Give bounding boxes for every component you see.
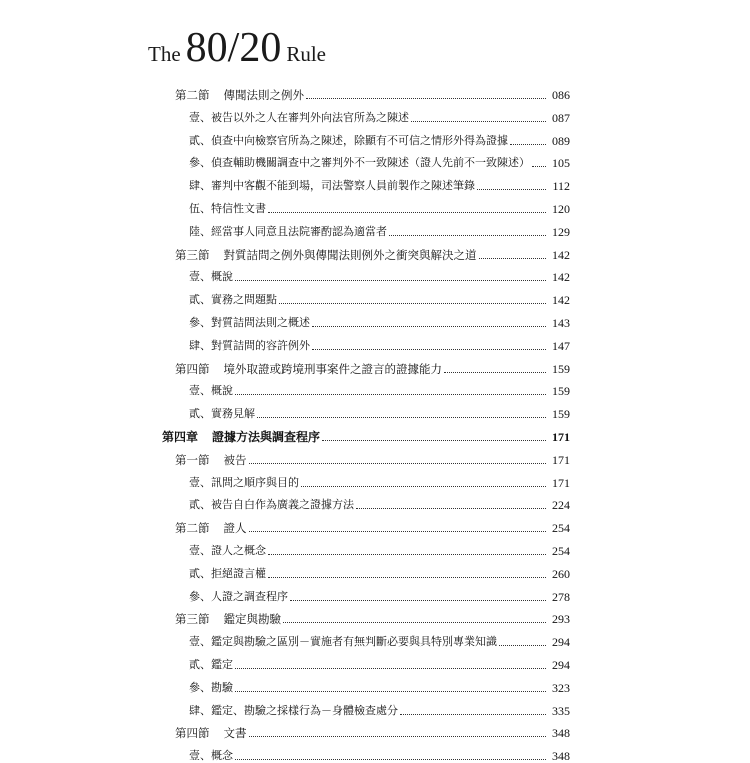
- dot-leader: [235, 758, 546, 760]
- toc-entry-title: 肆、審判中客觀不能到場，司法警察人員前製作之陳述筆錄: [189, 179, 475, 193]
- toc-item-row: [189, 650, 570, 672]
- dot-leader: [235, 279, 546, 281]
- toc-page-number: 086: [552, 88, 570, 102]
- toc-page-number: 348: [552, 749, 570, 763]
- toc-item-row: [189, 376, 570, 398]
- toc-entry-number: 第四節: [175, 726, 210, 741]
- brand-prefix: The: [148, 42, 181, 66]
- dot-leader: [411, 120, 546, 122]
- toc-item-row: [189, 536, 570, 558]
- toc-page-number: 159: [552, 384, 570, 399]
- toc-entry-title: 壹、證人之概念: [189, 544, 266, 557]
- toc-page-number: 294: [552, 658, 570, 672]
- toc-item-row: [189, 741, 570, 763]
- dot-leader: [444, 371, 546, 373]
- toc-page-number: 323: [552, 680, 570, 695]
- toc-page-number: 142: [552, 270, 570, 285]
- toc-item-row: [189, 194, 570, 216]
- toc-page-number: 171: [552, 430, 570, 444]
- dot-leader: [249, 530, 547, 532]
- toc-page-number: 335: [552, 703, 570, 718]
- dot-leader: [510, 143, 546, 145]
- toc-entry-title: 參、勘驗: [189, 680, 233, 694]
- toc-item-row: [189, 399, 570, 421]
- dot-leader: [312, 348, 546, 350]
- toc-entry-number: 第二節: [175, 521, 210, 536]
- toc-section-row: [175, 240, 570, 262]
- toc-entry-number: 第一節: [175, 452, 210, 467]
- toc-entry-title: 境外取證或跨境刑事案件之證言的證據能力: [223, 361, 442, 376]
- toc-entry-title: 對質詰問之例外與傳聞法則例外之衝突與解決之道: [223, 247, 477, 262]
- toc-entry-title: 陸、經當事人同意且法院審酌認為適當者: [189, 224, 387, 238]
- toc-entry-number: 第三節: [175, 247, 210, 262]
- toc-entry-number: 第四章: [162, 430, 199, 444]
- toc-entry-number: 第三節: [175, 612, 210, 627]
- dot-leader: [479, 257, 547, 259]
- dot-leader: [268, 211, 546, 213]
- toc-item-row: [189, 490, 570, 512]
- dot-leader: [532, 165, 546, 167]
- toc-entry-title: 參、偵查輔助機關調查中之審判外不一致陳述（證人先前不一致陳述）: [189, 156, 530, 170]
- dot-leader: [268, 576, 546, 578]
- dot-leader: [249, 462, 547, 464]
- dot-leader: [312, 325, 546, 327]
- toc-entry-number: 第四節: [175, 361, 210, 376]
- toc-page-number: 171: [552, 475, 570, 490]
- toc-entry-title: 貳、實務之問題點: [189, 293, 277, 307]
- dot-leader: [283, 621, 546, 623]
- dot-leader: [235, 667, 546, 669]
- toc-entry-title: 壹、鑑定與勘驗之區別－實施者有無判斷必要與具特別專業知識: [189, 635, 497, 649]
- toc-entry-title: 壹、概說: [189, 270, 233, 284]
- dot-leader: [306, 97, 546, 99]
- dot-leader: [235, 393, 546, 395]
- toc-entry-title: 貳、實務見解: [189, 407, 255, 421]
- dot-leader: [356, 507, 546, 509]
- toc-item-row: [189, 582, 570, 604]
- dot-leader: [499, 644, 546, 646]
- toc-page-number: 224: [552, 498, 570, 513]
- toc-page-number: 143: [552, 316, 570, 330]
- brand-number: 80/20: [185, 25, 282, 71]
- toc-page-number: 129: [552, 224, 570, 239]
- toc-page-number: 089: [552, 133, 570, 148]
- toc-page-number: 254: [552, 544, 570, 558]
- toc-entry-title: 貳、偵查中向檢察官所為之陳述，除顯有不可信之情形外得為證據: [189, 133, 508, 147]
- toc-page-number: 159: [552, 361, 570, 376]
- toc-section-row: [175, 513, 570, 535]
- toc-item-row: [189, 103, 570, 125]
- toc-item-row: [189, 696, 570, 718]
- toc-item-row: [189, 148, 570, 170]
- toc-item-row: [189, 673, 570, 695]
- toc-page-number: 112: [552, 179, 570, 194]
- toc-entry-title: 證人: [223, 521, 247, 536]
- toc-page-number: 171: [552, 452, 570, 467]
- toc-item-row: [189, 468, 570, 490]
- book-brand-header: [148, 24, 326, 71]
- toc-entry-title: 伍、特信性文書: [189, 202, 266, 215]
- dot-leader: [249, 735, 547, 737]
- toc-item-row: [189, 559, 570, 581]
- toc-page-number: 087: [552, 110, 570, 125]
- toc-item-row: [189, 217, 570, 239]
- toc-entry-title: 壹、概念: [189, 749, 233, 763]
- toc-page-number: 105: [552, 156, 570, 171]
- toc-page-number: 254: [552, 521, 570, 536]
- dot-leader: [301, 485, 546, 487]
- toc-entry-number: 第二節: [175, 88, 210, 102]
- toc-entry-title: 肆、鑑定、勘驗之採樣行為－身體檢查處分: [189, 703, 398, 717]
- toc-item-row: [189, 171, 570, 193]
- toc-page-number: 120: [552, 202, 570, 216]
- toc-entry-title: 壹、被告以外之人在審判外向法官所為之陳述: [189, 110, 409, 124]
- toc-page-number: 294: [552, 635, 570, 650]
- brand-suffix: Rule: [286, 42, 326, 66]
- dot-leader: [268, 553, 546, 555]
- toc-entry-title: 肆、對質詰問的容許例外: [189, 338, 310, 352]
- dot-leader: [257, 416, 546, 418]
- toc-page-number: 278: [552, 589, 570, 604]
- toc-page-number: 142: [552, 247, 570, 262]
- dot-leader: [290, 599, 546, 601]
- dot-leader: [389, 234, 546, 236]
- toc-entry-title: 證據方法與調查程序: [212, 430, 321, 444]
- toc-section-row: [175, 718, 570, 740]
- dot-leader: [400, 713, 546, 715]
- toc-chapter-row: [162, 422, 570, 444]
- toc-section-row: [175, 445, 570, 467]
- toc-entry-title: 參、人證之調查程序: [189, 589, 288, 603]
- toc-entry-title: 鑑定與勘驗: [223, 612, 281, 627]
- toc-section-row: [175, 80, 570, 102]
- toc-entry-title: 貳、拒絕證言權: [189, 566, 266, 580]
- toc-entry-title: 參、對質詰問法則之概述: [189, 316, 310, 329]
- toc-entry-title: 被告: [223, 452, 247, 467]
- toc-item-row: [189, 627, 570, 649]
- toc-page-number: 260: [552, 566, 570, 581]
- toc-item-row: [189, 308, 570, 330]
- toc-item-row: [189, 331, 570, 353]
- toc-item-row: [189, 262, 570, 284]
- toc-page-number: 142: [552, 293, 570, 308]
- toc-entry-title: 貳、鑑定: [189, 658, 233, 671]
- toc-section-row: [175, 604, 570, 626]
- toc-section-row: [175, 354, 570, 376]
- toc-item-row: [189, 285, 570, 307]
- dot-leader: [322, 439, 546, 441]
- toc-page-number: 293: [552, 612, 570, 627]
- toc-page-number: 159: [552, 407, 570, 422]
- toc-page-number: 147: [552, 338, 570, 353]
- toc-entry-title: 貳、被告自白作為廣義之證據方法: [189, 498, 354, 512]
- toc-page-number: 348: [552, 726, 570, 741]
- dot-leader: [235, 690, 546, 692]
- toc-entry-title: 傳聞法則之例外: [223, 88, 304, 102]
- toc-item-row: [189, 126, 570, 148]
- toc-entry-title: 壹、訊問之順序與目的: [189, 475, 299, 489]
- toc-entry-title: 壹、概說: [189, 384, 233, 398]
- dot-leader: [477, 188, 546, 190]
- dot-leader: [279, 302, 546, 304]
- toc-entry-title: 文書: [223, 726, 247, 741]
